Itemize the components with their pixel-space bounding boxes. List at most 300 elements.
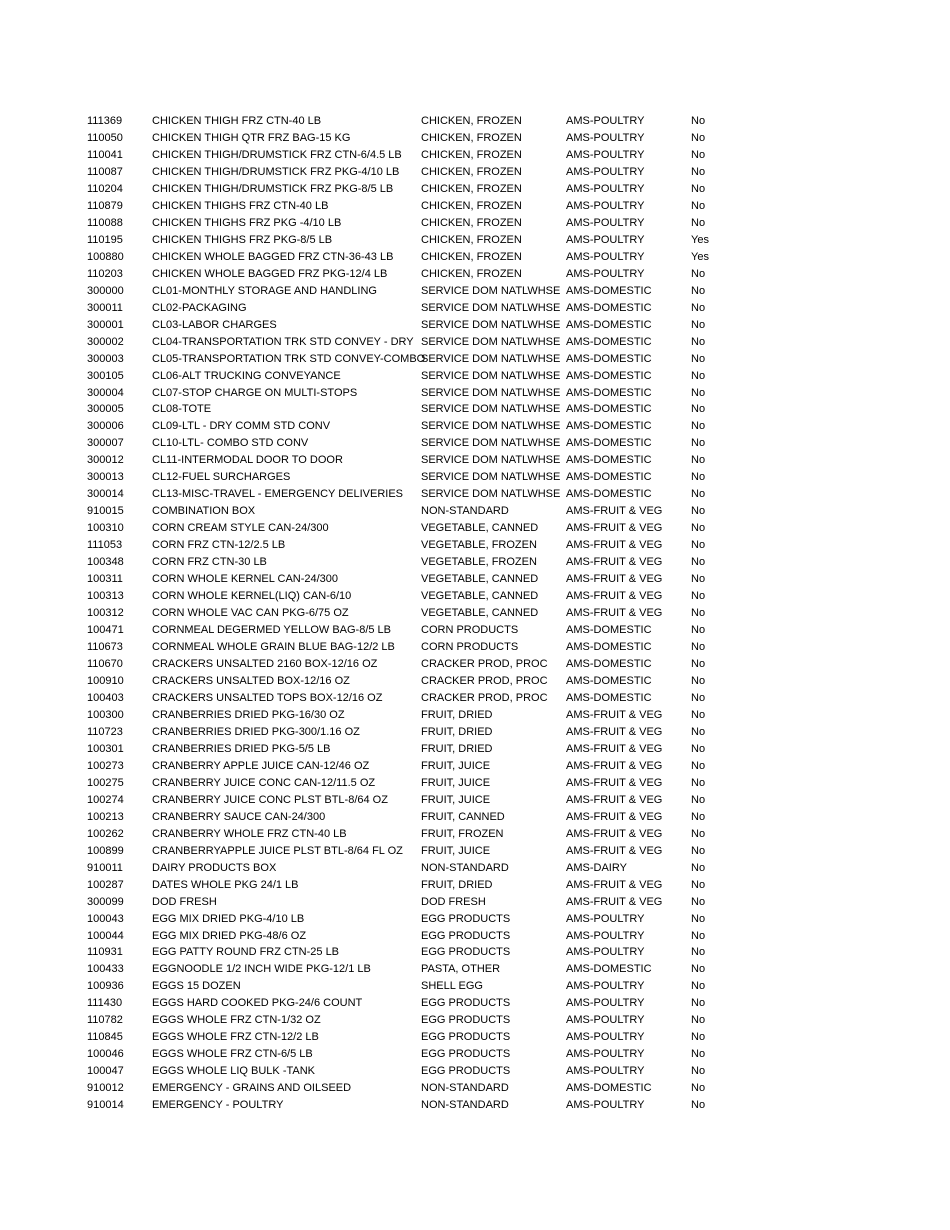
flag-cell: No: [691, 997, 706, 1010]
program-cell: AMS-POULTRY: [566, 250, 645, 263]
category-cell: VEGETABLE, FROZEN: [421, 539, 537, 552]
flag-cell: No: [691, 658, 706, 670]
material-code-cell: 100433: [87, 963, 124, 976]
material-code-cell: 300007: [87, 437, 124, 450]
material-description-cell: CL05-TRANSPORTATION TRK STD CONVEY-COMBO: [152, 352, 426, 365]
program-cell: AMS-FRUIT & VEG: [566, 776, 663, 789]
flag-cell: No: [691, 216, 706, 229]
category-cell: SERVICE DOM NATLWHSE: [421, 335, 561, 348]
flag-cell: No: [691, 199, 706, 212]
material-description-cell: CRANBERRY WHOLE FRZ CTN-40 LB: [152, 827, 347, 840]
table-row: [0, 130, 950, 147]
flag-cell: No: [691, 793, 706, 806]
flag-cell: No: [691, 946, 706, 959]
program-cell: AMS-FRUIT & VEG: [566, 725, 663, 738]
material-description-cell: CHICKEN THIGH FRZ CTN-40 LB: [152, 115, 322, 127]
material-description-cell: CORN FRZ CTN-30 LB: [152, 556, 267, 569]
program-cell: AMS-FRUIT & VEG: [566, 708, 663, 721]
material-description-cell: CHICKEN THIGH/DRUMSTICK FRZ PKG-4/10 LB: [152, 165, 400, 178]
material-code-cell: 300003: [87, 352, 124, 365]
material-code-cell: 300013: [87, 471, 124, 484]
table-row: [0, 724, 950, 741]
table-row: [0, 792, 950, 809]
table-row: [0, 181, 950, 198]
table-row: [0, 843, 950, 860]
material-code-cell: 110670: [87, 658, 123, 670]
program-cell: AMS-DOMESTIC: [566, 403, 652, 416]
table-row: [0, 198, 950, 215]
program-cell: AMS-FRUIT & VEG: [566, 895, 663, 908]
category-cell: NON-STANDARD: [421, 1099, 509, 1112]
table-row: [0, 928, 950, 945]
table-row: [0, 1097, 950, 1114]
program-cell: AMS-POULTRY: [566, 182, 645, 195]
program-cell: AMS-DOMESTIC: [566, 352, 652, 365]
material-description-cell: CL11-INTERMODAL DOOR TO DOOR: [152, 454, 343, 467]
category-cell: VEGETABLE, CANNED: [421, 522, 539, 535]
category-cell: SERVICE DOM NATLWHSE: [421, 420, 561, 433]
material-code-cell: 910012: [87, 1082, 124, 1095]
material-code-cell: 110723: [87, 725, 123, 738]
material-description-cell: CRACKERS UNSALTED BOX-12/16 OZ: [152, 674, 350, 687]
flag-cell: No: [691, 165, 706, 178]
table-row: [0, 571, 950, 588]
category-cell: SERVICE DOM NATLWHSE: [421, 284, 561, 297]
program-cell: AMS-DOMESTIC: [566, 369, 652, 382]
material-description-cell: CRANBERRYAPPLE JUICE PLST BTL-8/64 FL OZ: [152, 844, 403, 857]
table-row: [0, 520, 950, 537]
material-code-cell: 300099: [87, 895, 124, 908]
category-cell: SERVICE DOM NATLWHSE: [421, 488, 561, 501]
table-row: [0, 317, 950, 334]
category-cell: SERVICE DOM NATLWHSE: [421, 352, 561, 365]
material-code-cell: 110087: [87, 165, 123, 178]
table-row: [0, 588, 950, 605]
material-code-cell: 100899: [87, 844, 124, 857]
flag-cell: No: [691, 369, 706, 382]
program-cell: AMS-POULTRY: [566, 1031, 645, 1044]
material-code-cell: 110203: [87, 267, 123, 280]
material-description-cell: EMERGENCY - GRAINS AND OILSEED: [152, 1082, 352, 1095]
material-description-cell: CHICKEN THIGH/DRUMSTICK FRZ CTN-6/4.5 LB: [152, 148, 402, 161]
material-description-cell: CRANBERRY JUICE CONC PLST BTL-8/64 OZ: [152, 793, 388, 806]
material-code-cell: 110204: [87, 182, 123, 195]
flag-cell: No: [691, 505, 706, 518]
flag-cell: No: [691, 1065, 706, 1078]
table-row: [0, 605, 950, 622]
category-cell: SERVICE DOM NATLWHSE: [421, 403, 561, 416]
program-cell: AMS-DAIRY: [566, 861, 627, 874]
material-description-cell: CL10-LTL- COMBO STD CONV: [152, 437, 309, 450]
category-cell: EGG PRODUCTS: [421, 997, 511, 1010]
program-cell: AMS-FRUIT & VEG: [566, 607, 663, 620]
flag-cell: No: [691, 708, 706, 721]
material-code-cell: 100044: [87, 929, 124, 942]
category-cell: VEGETABLE, CANNED: [421, 573, 539, 586]
material-code-cell: 300011: [87, 301, 123, 314]
material-code-cell: 100046: [87, 1048, 124, 1061]
flag-cell: No: [691, 573, 706, 586]
material-description-cell: EGGS WHOLE FRZ CTN-6/5 LB: [152, 1048, 313, 1061]
category-cell: SERVICE DOM NATLWHSE: [421, 301, 561, 314]
flag-cell: No: [691, 115, 706, 127]
category-cell: SHELL EGG: [421, 980, 483, 993]
flag-cell: No: [691, 131, 706, 144]
table-row: [0, 1012, 950, 1029]
material-code-cell: 100403: [87, 691, 124, 704]
flag-cell: No: [691, 471, 706, 484]
category-cell: CHICKEN, FROZEN: [421, 182, 522, 195]
category-cell: FRUIT, DRIED: [421, 742, 493, 755]
material-description-cell: EGG MIX DRIED PKG-48/6 OZ: [152, 929, 307, 942]
table-row: [0, 656, 950, 673]
flag-cell: No: [691, 335, 706, 348]
material-description-cell: CHICKEN THIGHS FRZ PKG-8/5 LB: [152, 233, 333, 246]
material-code-cell: 110879: [87, 199, 123, 212]
table-row: [0, 385, 950, 402]
material-code-cell: 110845: [87, 1031, 123, 1044]
category-cell: SERVICE DOM NATLWHSE: [421, 454, 561, 467]
material-description-cell: CRANBERRIES DRIED PKG-5/5 LB: [152, 742, 331, 755]
category-cell: CHICKEN, FROZEN: [421, 233, 522, 246]
material-code-cell: 111053: [87, 539, 123, 552]
material-description-cell: DAIRY PRODUCTS BOX: [152, 861, 277, 874]
table-row: [0, 826, 950, 843]
program-cell: AMS-DOMESTIC: [566, 488, 652, 501]
material-code-cell: 300005: [87, 403, 124, 416]
flag-cell: No: [691, 522, 706, 535]
flag-cell: No: [691, 590, 706, 603]
flag-cell: No: [691, 267, 706, 280]
flag-cell: No: [691, 488, 706, 501]
material-code-cell: 100213: [87, 810, 124, 823]
category-cell: CHICKEN, FROZEN: [421, 199, 522, 212]
flag-cell: No: [691, 624, 706, 637]
flag-cell: No: [691, 742, 706, 755]
flag-cell: No: [691, 844, 706, 857]
material-code-cell: 100936: [87, 980, 124, 993]
table-row: [0, 486, 950, 503]
material-description-cell: EMERGENCY - POULTRY: [152, 1099, 284, 1112]
material-code-cell: 100313: [87, 590, 124, 603]
category-cell: VEGETABLE, CANNED: [421, 607, 539, 620]
program-cell: AMS-POULTRY: [566, 216, 645, 229]
material-code-cell: 100301: [87, 742, 124, 755]
category-cell: FRUIT, FROZEN: [421, 827, 504, 840]
material-description-cell: CL04-TRANSPORTATION TRK STD CONVEY - DRY: [152, 335, 414, 348]
material-description-cell: CORNMEAL WHOLE GRAIN BLUE BAG-12/2 LB: [152, 641, 395, 654]
material-description-cell: CORN CREAM STYLE CAN-24/300: [152, 522, 329, 535]
category-cell: SERVICE DOM NATLWHSE: [421, 437, 561, 450]
table-row: [0, 300, 950, 317]
material-code-cell: 100273: [87, 759, 124, 772]
material-description-cell: CRACKERS UNSALTED 2160 BOX-12/16 OZ: [152, 658, 378, 670]
material-code-cell: 910014: [87, 1099, 124, 1112]
flag-cell: No: [691, 182, 706, 195]
material-code-cell: 110195: [87, 233, 123, 246]
program-cell: AMS-DOMESTIC: [566, 674, 652, 687]
table-row: [0, 266, 950, 283]
flag-cell: Yes: [691, 233, 709, 246]
material-code-cell: 110673: [87, 641, 123, 654]
table-row: [0, 961, 950, 978]
category-cell: CHICKEN, FROZEN: [421, 267, 522, 280]
material-code-cell: 300004: [87, 386, 124, 399]
program-cell: AMS-POULTRY: [566, 946, 645, 959]
material-description-cell: CRANBERRIES DRIED PKG-16/30 OZ: [152, 708, 345, 721]
flag-cell: No: [691, 318, 706, 331]
program-cell: AMS-DOMESTIC: [566, 335, 652, 348]
material-description-cell: CHICKEN THIGH/DRUMSTICK FRZ PKG-8/5 LB: [152, 182, 394, 195]
category-cell: SERVICE DOM NATLWHSE: [421, 369, 561, 382]
program-cell: AMS-DOMESTIC: [566, 454, 652, 467]
category-cell: EGG PRODUCTS: [421, 912, 511, 925]
table-row: [0, 503, 950, 520]
program-cell: AMS-DOMESTIC: [566, 963, 652, 976]
material-description-cell: EGGS WHOLE FRZ CTN-12/2 LB: [152, 1031, 319, 1044]
flag-cell: No: [691, 539, 706, 552]
program-cell: AMS-POULTRY: [566, 233, 645, 246]
program-cell: AMS-POULTRY: [566, 912, 645, 925]
flag-cell: No: [691, 1048, 706, 1061]
material-code-cell: 300006: [87, 420, 124, 433]
program-cell: AMS-FRUIT & VEG: [566, 539, 663, 552]
category-cell: CHICKEN, FROZEN: [421, 165, 522, 178]
flag-cell: No: [691, 641, 706, 654]
category-cell: FRUIT, DRIED: [421, 708, 493, 721]
material-code-cell: 100262: [87, 827, 124, 840]
program-cell: AMS-DOMESTIC: [566, 624, 652, 637]
table-row: [0, 1029, 950, 1046]
category-cell: FRUIT, DRIED: [421, 725, 493, 738]
material-code-cell: 300012: [87, 454, 124, 467]
program-cell: AMS-POULTRY: [566, 199, 645, 212]
flag-cell: No: [691, 827, 706, 840]
flag-cell: No: [691, 878, 706, 891]
category-cell: FRUIT, JUICE: [421, 776, 491, 789]
material-description-cell: CL01-MONTHLY STORAGE AND HANDLING: [152, 284, 377, 297]
category-cell: VEGETABLE, FROZEN: [421, 556, 537, 569]
material-code-cell: 110050: [87, 131, 123, 144]
table-row: [0, 944, 950, 961]
category-cell: CORN PRODUCTS: [421, 624, 519, 637]
material-code-cell: 110931: [87, 946, 123, 959]
program-cell: AMS-FRUIT & VEG: [566, 590, 663, 603]
category-cell: CHICKEN, FROZEN: [421, 131, 522, 144]
category-cell: FRUIT, JUICE: [421, 759, 491, 772]
table-row: [0, 775, 950, 792]
flag-cell: No: [691, 148, 706, 161]
category-cell: FRUIT, JUICE: [421, 844, 491, 857]
table-row: [0, 860, 950, 877]
material-description-cell: CL06-ALT TRUCKING CONVEYANCE: [152, 369, 341, 382]
category-cell: FRUIT, JUICE: [421, 793, 491, 806]
material-description-cell: CRANBERRY APPLE JUICE CAN-12/46 OZ: [152, 759, 370, 772]
flag-cell: No: [691, 1014, 706, 1027]
table-row: [0, 758, 950, 775]
program-cell: AMS-DOMESTIC: [566, 641, 652, 654]
category-cell: SERVICE DOM NATLWHSE: [421, 471, 561, 484]
program-cell: AMS-DOMESTIC: [566, 386, 652, 399]
material-code-cell: 100910: [87, 674, 124, 687]
category-cell: EGG PRODUCTS: [421, 1065, 511, 1078]
flag-cell: No: [691, 386, 706, 399]
program-cell: AMS-DOMESTIC: [566, 471, 652, 484]
flag-cell: No: [691, 437, 706, 450]
table-row: [0, 639, 950, 656]
flag-cell: No: [691, 556, 706, 569]
table-row: [0, 147, 950, 164]
material-description-cell: EGG PATTY ROUND FRZ CTN-25 LB: [152, 946, 340, 959]
flag-cell: No: [691, 284, 706, 297]
material-code-cell: 300000: [87, 284, 124, 297]
flag-cell: No: [691, 1099, 706, 1112]
table-row: [0, 368, 950, 385]
material-code-cell: 100043: [87, 912, 124, 925]
material-description-cell: CRANBERRIES DRIED PKG-300/1.16 OZ: [152, 725, 360, 738]
flag-cell: No: [691, 810, 706, 823]
table-row: [0, 877, 950, 894]
material-description-cell: CL12-FUEL SURCHARGES: [152, 471, 291, 484]
table-row: [0, 673, 950, 690]
material-description-cell: CRANBERRY SAUCE CAN-24/300: [152, 810, 326, 823]
flag-cell: No: [691, 420, 706, 433]
table-row: [0, 911, 950, 928]
material-code-cell: 300014: [87, 488, 124, 501]
material-description-cell: CHICKEN THIGHS FRZ CTN-40 LB: [152, 199, 329, 212]
table-row: [0, 232, 950, 249]
table-row: [0, 622, 950, 639]
flag-cell: No: [691, 759, 706, 772]
program-cell: AMS-POULTRY: [566, 1099, 645, 1112]
flag-cell: No: [691, 454, 706, 467]
table-row: [0, 283, 950, 300]
program-cell: AMS-FRUIT & VEG: [566, 844, 663, 857]
flag-cell: No: [691, 895, 706, 908]
category-cell: CHICKEN, FROZEN: [421, 250, 522, 263]
program-cell: AMS-DOMESTIC: [566, 691, 652, 704]
table-row: [0, 452, 950, 469]
material-description-cell: EGGNOODLE 1/2 INCH WIDE PKG-12/1 LB: [152, 963, 371, 976]
material-description-cell: CORN WHOLE VAC CAN PKG-6/75 OZ: [152, 607, 349, 620]
program-cell: AMS-DOMESTIC: [566, 1082, 652, 1095]
category-cell: EGG PRODUCTS: [421, 1031, 511, 1044]
category-cell: CRACKER PROD, PROC: [421, 691, 548, 704]
program-cell: AMS-POULTRY: [566, 267, 645, 280]
table-row: [0, 401, 950, 418]
material-description-cell: COMBINATION BOX: [152, 505, 256, 518]
material-description-cell: EGG MIX DRIED PKG-4/10 LB: [152, 912, 305, 925]
table-row: [0, 215, 950, 232]
program-cell: AMS-FRUIT & VEG: [566, 742, 663, 755]
category-cell: SERVICE DOM NATLWHSE: [421, 318, 561, 331]
flag-cell: No: [691, 725, 706, 738]
flag-cell: No: [691, 301, 706, 314]
table-row: [0, 809, 950, 826]
program-cell: AMS-POULTRY: [566, 148, 645, 161]
category-cell: NON-STANDARD: [421, 505, 509, 518]
flag-cell: No: [691, 674, 706, 687]
program-cell: AMS-DOMESTIC: [566, 437, 652, 450]
material-description-cell: CL08-TOTE: [152, 403, 212, 416]
table-row: [0, 554, 950, 571]
material-code-cell: 100880: [87, 250, 124, 263]
program-cell: AMS-FRUIT & VEG: [566, 827, 663, 840]
category-cell: NON-STANDARD: [421, 861, 509, 874]
category-cell: PASTA, OTHER: [421, 963, 501, 976]
flag-cell: No: [691, 691, 706, 704]
flag-cell: No: [691, 776, 706, 789]
material-description-cell: DOD FRESH: [152, 895, 217, 908]
program-cell: AMS-POULTRY: [566, 131, 645, 144]
program-cell: AMS-POULTRY: [566, 1065, 645, 1078]
program-cell: AMS-POULTRY: [566, 1014, 645, 1027]
category-cell: FRUIT, DRIED: [421, 878, 493, 891]
flag-cell: No: [691, 861, 706, 874]
flag-cell: No: [691, 1082, 706, 1095]
material-description-cell: CHICKEN THIGHS FRZ PKG -4/10 LB: [152, 216, 342, 229]
table-row: [0, 1080, 950, 1097]
material-description-cell: DATES WHOLE PKG 24/1 LB: [152, 878, 299, 891]
commodity-table: [0, 113, 950, 1114]
table-row: [0, 418, 950, 435]
material-description-cell: CHICKEN WHOLE BAGGED FRZ CTN-36-43 LB: [152, 250, 394, 263]
table-row: [0, 113, 950, 130]
material-code-cell: 110782: [87, 1014, 123, 1027]
material-description-cell: CHICKEN THIGH QTR FRZ BAG-15 KG: [152, 131, 351, 144]
table-row: [0, 690, 950, 707]
program-cell: AMS-POULTRY: [566, 997, 645, 1010]
table-row: [0, 1063, 950, 1080]
material-description-cell: CRANBERRY JUICE CONC CAN-12/11.5 OZ: [152, 776, 376, 789]
material-code-cell: 111430: [87, 997, 123, 1010]
category-cell: EGG PRODUCTS: [421, 946, 511, 959]
material-code-cell: 100300: [87, 708, 124, 721]
flag-cell: No: [691, 1031, 706, 1044]
program-cell: AMS-FRUIT & VEG: [566, 573, 663, 586]
material-description-cell: CL03-LABOR CHARGES: [152, 318, 277, 331]
program-cell: AMS-DOMESTIC: [566, 318, 652, 331]
material-code-cell: 100471: [87, 624, 124, 637]
table-row: [0, 995, 950, 1012]
program-cell: AMS-POULTRY: [566, 1048, 645, 1061]
material-code-cell: 100312: [87, 607, 124, 620]
material-description-cell: EGGS HARD COOKED PKG-24/6 COUNT: [152, 997, 363, 1010]
flag-cell: No: [691, 607, 706, 620]
flag-cell: No: [691, 403, 706, 416]
program-cell: AMS-DOMESTIC: [566, 658, 652, 670]
material-code-cell: 100311: [87, 573, 123, 586]
category-cell: CRACKER PROD, PROC: [421, 674, 548, 687]
category-cell: CHICKEN, FROZEN: [421, 115, 522, 127]
material-description-cell: CORN FRZ CTN-12/2.5 LB: [152, 539, 286, 552]
category-cell: CRACKER PROD, PROC: [421, 658, 548, 670]
table-row: [0, 894, 950, 911]
program-cell: AMS-DOMESTIC: [566, 420, 652, 433]
material-code-cell: 300002: [87, 335, 124, 348]
material-description-cell: EGGS 15 DOZEN: [152, 980, 241, 993]
material-code-cell: 100310: [87, 522, 124, 535]
material-code-cell: 300001: [87, 318, 124, 331]
program-cell: AMS-FRUIT & VEG: [566, 810, 663, 823]
material-description-cell: EGGS WHOLE LIQ BULK -TANK: [152, 1065, 315, 1078]
program-cell: AMS-POULTRY: [566, 115, 645, 127]
table-row: [0, 164, 950, 181]
material-code-cell: 100348: [87, 556, 124, 569]
table-row: [0, 334, 950, 351]
table-row: [0, 707, 950, 724]
material-code-cell: 100047: [87, 1065, 124, 1078]
